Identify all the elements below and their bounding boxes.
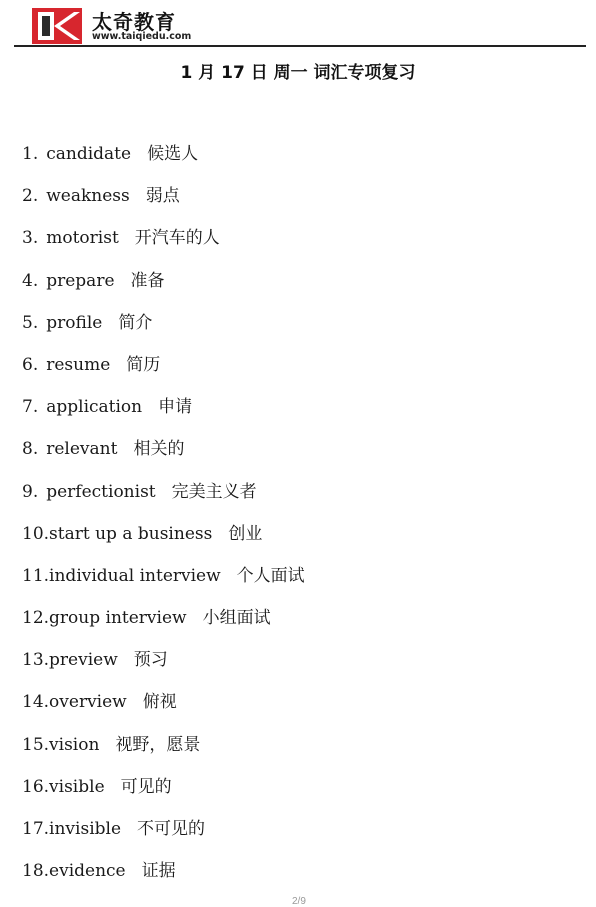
vocab-item [22, 224, 582, 266]
vocab-meaning: 创业 [228, 523, 263, 544]
page-header [0, 0, 596, 52]
vocab-word: profile [46, 312, 103, 333]
vocab-number: 2. [22, 186, 39, 207]
vocab-word: preview [49, 650, 118, 671]
page-number: 2/9 [292, 896, 306, 907]
brand-url[interactable]: www.taiqiedu.com [92, 31, 192, 42]
vocab-number: 10. [22, 523, 50, 544]
vocab-word: group interview [49, 608, 187, 629]
vocab-word: visible [49, 776, 105, 797]
vocab-number: 4. [22, 270, 39, 291]
vocab-word: relevant [46, 439, 118, 460]
vocab-meaning: 证据 [141, 861, 176, 882]
vocab-word: start up a business [49, 523, 213, 544]
vocab-word: application [46, 397, 143, 418]
vocab-number: 16. [22, 776, 50, 797]
page-title: 1 月 17 日 周一 词汇专项复习 [180, 63, 416, 83]
vocab-meaning: 准备 [130, 270, 165, 291]
vocab-meaning: 申请 [158, 397, 193, 418]
vocab-word: candidate [46, 144, 132, 164]
vocab-number: 5. [22, 312, 39, 333]
vocab-meaning: 可见的 [120, 776, 172, 797]
vocab-word: overview [49, 692, 127, 713]
vocab-list [22, 140, 582, 899]
vocab-number: 15. [22, 734, 50, 755]
vocab-item [22, 646, 582, 688]
header-divider [14, 45, 586, 47]
vocab-item [22, 857, 582, 899]
vocab-number: 17. [22, 819, 50, 839]
vocab-item [22, 520, 582, 562]
vocab-word: evidence [49, 861, 126, 882]
vocab-item [22, 478, 582, 520]
vocab-meaning: 弱点 [145, 186, 180, 207]
vocab-number: 7. [22, 397, 39, 418]
vocab-word: invisible [49, 819, 122, 839]
vocab-item [22, 309, 582, 351]
vocab-word: prepare [46, 270, 115, 291]
vocab-meaning: 完美主义者 [171, 481, 257, 502]
vocab-item [22, 604, 582, 646]
vocab-meaning: 视野，愿景 [115, 734, 201, 755]
vocab-item [22, 435, 582, 477]
vocab-item [22, 688, 582, 730]
vocab-number: 1. [22, 144, 39, 164]
taiqi-logo-icon [32, 8, 82, 44]
vocab-number: 12. [22, 608, 50, 629]
vocab-number: 3. [22, 228, 39, 249]
vocab-number: 8. [22, 439, 39, 460]
vocab-meaning: 简介 [118, 312, 153, 333]
vocab-number: 14. [22, 692, 50, 713]
vocab-item [22, 773, 582, 815]
vocab-word: individual interview [49, 565, 221, 586]
vocab-item [22, 393, 582, 435]
vocab-item [22, 351, 582, 393]
vocab-word: motorist [46, 228, 119, 249]
vocab-number: 13. [22, 650, 50, 671]
vocab-meaning: 开汽车的人 [134, 228, 220, 249]
vocab-item [22, 562, 582, 604]
vocab-word: perfectionist [46, 481, 156, 502]
vocab-word: resume [46, 354, 111, 375]
vocab-number: 6. [22, 354, 39, 375]
vocab-item [22, 182, 582, 224]
vocab-item [22, 815, 582, 857]
vocab-meaning: 不可见的 [137, 819, 206, 839]
vocab-word: weakness [46, 186, 130, 207]
vocab-meaning: 小组面试 [202, 608, 271, 629]
vocab-number: 18. [22, 861, 50, 882]
vocab-number: 11. [22, 565, 50, 586]
vocab-item [22, 731, 582, 773]
vocab-meaning: 相关的 [133, 439, 185, 460]
vocab-meaning: 预习 [133, 650, 168, 671]
vocab-number: 9. [22, 481, 39, 502]
vocab-meaning: 俯视 [142, 692, 177, 713]
vocab-item [22, 267, 582, 309]
vocab-word: vision [49, 734, 100, 755]
vocab-meaning: 候选人 [147, 144, 199, 164]
vocab-meaning: 个人面试 [236, 565, 305, 586]
vocab-meaning: 简历 [126, 354, 161, 375]
brand-name: 太奇教育 [92, 10, 176, 34]
vocab-item [22, 140, 582, 182]
